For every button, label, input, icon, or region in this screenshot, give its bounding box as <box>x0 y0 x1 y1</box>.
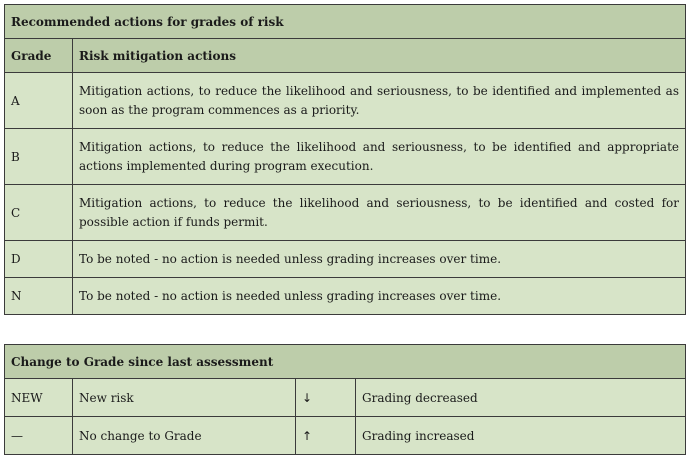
grade-change-table <box>4 344 686 455</box>
arrow-down-icon: ↓ <box>296 379 356 417</box>
symbol-cell: NEW <box>5 379 73 417</box>
arrow-up-icon: ↑ <box>296 417 356 455</box>
risk-grades-table <box>4 4 686 315</box>
meaning-cell: Grading increased <box>356 417 686 455</box>
meaning-cell: Grading decreased <box>356 379 686 417</box>
grade-column-header: Grade <box>5 39 73 73</box>
action-cell: To be noted - no action is needed unless grading increases over time. <box>73 278 686 315</box>
grade-cell: N <box>5 278 73 315</box>
symbol-cell: — <box>5 417 73 455</box>
action-cell: Mitigation actions, to reduce the likelihood and seriousness, to be identified and implemented as soon as the program commences as a priority. <box>73 73 686 129</box>
action-cell: Mitigation actions, to reduce the likelihood and seriousness, to be identified and costed for possible action if funds permit. <box>73 185 686 241</box>
table-row <box>5 185 686 241</box>
table-row <box>5 73 686 129</box>
table-row <box>5 379 686 417</box>
grade-cell: C <box>5 185 73 241</box>
grade-cell: D <box>5 241 73 278</box>
actions-column-header: Risk mitigation actions <box>73 39 686 73</box>
table-row <box>5 241 686 278</box>
table-row <box>5 278 686 315</box>
meaning-cell: No change to Grade <box>73 417 296 455</box>
table-row <box>5 417 686 455</box>
action-cell: To be noted - no action is needed unless grading increases over time. <box>73 241 686 278</box>
grade-cell: A <box>5 73 73 129</box>
change-table-title: Change to Grade since last assessment <box>5 345 686 379</box>
action-cell: Mitigation actions, to reduce the likelihood and seriousness, to be identified and appropriate actions implemented during program execution. <box>73 129 686 185</box>
table-row <box>5 129 686 185</box>
risk-table-title: Recommended actions for grades of risk <box>5 5 686 39</box>
grade-cell: B <box>5 129 73 185</box>
meaning-cell: New risk <box>73 379 296 417</box>
